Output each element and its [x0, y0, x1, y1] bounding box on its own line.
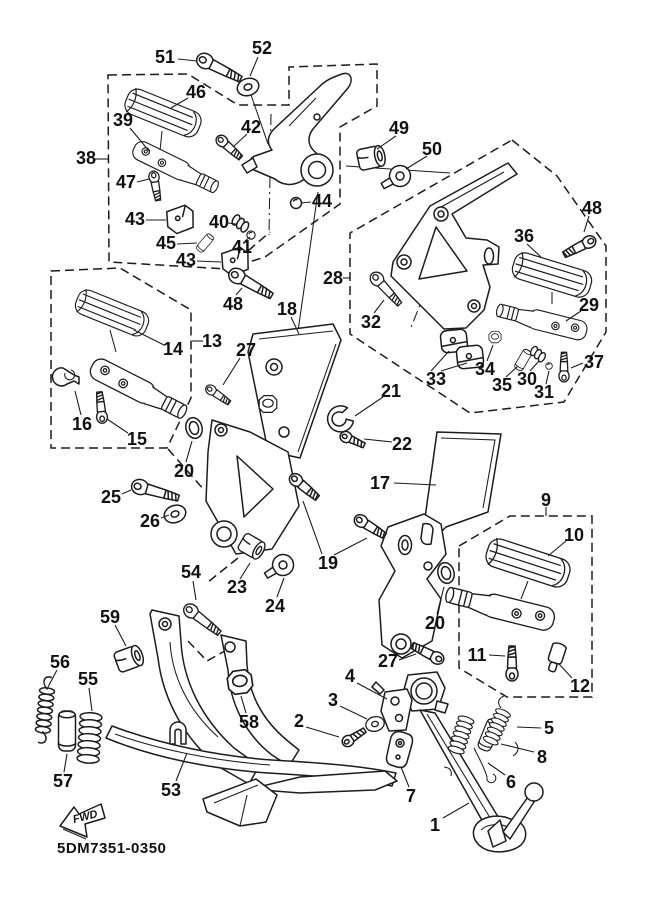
leader-line-54: [193, 581, 196, 600]
part-callout-6: 6: [505, 772, 517, 792]
part-callout-50: 50: [421, 139, 443, 159]
footrest-arm-39: [130, 139, 221, 197]
leader-line-33: [431, 351, 449, 371]
leader-line-19: [303, 501, 322, 554]
part-callout-11: 11: [467, 645, 487, 665]
bushing-49: [356, 145, 387, 171]
pivot-bracket-right: [379, 514, 446, 658]
leader-line-6: [488, 763, 505, 775]
part-callout-43: 43: [124, 209, 146, 229]
part-callout-18: 18: [276, 299, 298, 319]
part-callout-52: 52: [251, 38, 273, 58]
leader-line-11: [489, 655, 505, 656]
footrest-arm-11: [443, 583, 556, 632]
bolt-51: [194, 50, 244, 85]
leader-line-52: [250, 57, 258, 76]
part-callout-33: 33: [425, 369, 447, 389]
leader-line-7: [401, 767, 409, 787]
leader-line-5: [517, 727, 541, 728]
side-stand-1: [403, 672, 543, 852]
part-callout-15: 15: [126, 429, 148, 449]
part-callout-29: 29: [578, 295, 600, 315]
spring-55: [77, 712, 102, 764]
part-callout-2: 2: [293, 711, 305, 731]
part-callout-20: 20: [173, 461, 195, 481]
leader-line-57: [64, 754, 67, 772]
fwd-arrow-label: FWD: [71, 808, 99, 826]
part-callout-32: 32: [360, 312, 382, 332]
part-callout-19: 19: [317, 553, 339, 573]
leader-line-1: [443, 803, 469, 818]
part-callout-58: 58: [238, 712, 260, 732]
leader-line-15: [107, 419, 128, 433]
part-callout-46: 46: [185, 82, 207, 102]
bolt-42: [214, 133, 245, 162]
part-callout-35: 35: [491, 375, 513, 395]
part-callout-44: 44: [311, 191, 333, 211]
part-callout-53: 53: [160, 780, 182, 800]
part-callout-40: 40: [208, 212, 230, 232]
leader-line-22: [364, 439, 392, 442]
part-callout-39: 39: [112, 110, 134, 130]
bolt-37: [559, 352, 569, 382]
part-callout-41: 41: [231, 237, 253, 257]
leader-line-56: [48, 670, 57, 687]
bolt-48b: [561, 233, 598, 260]
part-callout-1: 1: [429, 815, 441, 835]
bolt-27a: [204, 383, 232, 407]
part-callout-13: 13: [201, 331, 223, 351]
bolt-47: [148, 170, 163, 201]
leader-line-27: [223, 358, 240, 385]
front-footrest-left-group: [122, 50, 414, 302]
spring-30: [528, 345, 547, 363]
center-stand-group: [34, 610, 397, 826]
part-callout-27: 27: [235, 340, 257, 360]
part-callout-5: 5: [543, 718, 555, 738]
clip-21: [326, 404, 355, 433]
bolt-54: [181, 601, 224, 639]
leader-line-44: [301, 202, 311, 203]
clamp-16: [53, 368, 79, 386]
leader-line-45: [177, 243, 197, 244]
leader-line-14: [134, 330, 164, 345]
part-callout-26: 26: [139, 511, 161, 531]
part-callout-57: 57: [52, 771, 74, 791]
leader-line-20: [186, 441, 192, 462]
ball-44: [291, 198, 302, 209]
footrest-arm-29: [495, 300, 589, 341]
bolt-19b: [352, 512, 388, 541]
leader-line-24: [277, 578, 284, 597]
part-callout-51: 51: [154, 47, 176, 67]
footpeg-rubber-14: [72, 287, 151, 339]
leader-line-25: [122, 490, 131, 494]
part-callout-48: 48: [581, 198, 603, 218]
bolt-25: [130, 477, 181, 505]
part-callout-38: 38: [75, 148, 97, 168]
part-callout-10: 10: [563, 525, 585, 545]
part-callout-22: 22: [391, 434, 413, 454]
part-callout-47: 47: [115, 172, 137, 192]
leader-line-3: [340, 706, 367, 719]
front-footrest-right-group: [367, 163, 598, 382]
roller-59: [113, 644, 146, 673]
part-callout-49: 49: [388, 118, 410, 138]
part-callout-30: 30: [516, 369, 538, 389]
part-callout-14: 14: [162, 339, 184, 359]
leader-line-16: [75, 391, 81, 415]
leader-line-2: [306, 727, 339, 737]
part-callout-42: 42: [240, 117, 262, 137]
rear-footrest-right-group: [443, 536, 572, 681]
screw-22: [338, 429, 366, 450]
part-callout-43: 43: [175, 250, 197, 270]
washer-26: [162, 502, 188, 525]
leader-line-19: [334, 538, 367, 555]
side-stand-group: [340, 672, 543, 852]
part-callout-31: 31: [533, 382, 555, 402]
part-callout-24: 24: [264, 596, 286, 616]
part-callout-36: 36: [513, 226, 535, 246]
collar-45: [195, 233, 214, 254]
part-callout-56: 56: [49, 652, 71, 672]
part-callout-27: 27: [377, 651, 399, 671]
part-callout-25: 25: [100, 487, 122, 507]
part-callout-12: 12: [569, 676, 591, 696]
nut-34: [489, 331, 501, 343]
diagram-code: 5DM7351-0350: [57, 840, 167, 857]
bolt-15: [94, 391, 108, 423]
oring-20a: [184, 416, 205, 440]
part-callout-16: 16: [71, 414, 93, 434]
leader-line-21: [355, 397, 383, 416]
part-callout-37: 37: [583, 352, 605, 372]
part-callout-45: 45: [155, 233, 177, 253]
leader-line-48: [584, 216, 589, 232]
ball-31: [546, 363, 553, 370]
part-callout-28: 28: [322, 268, 344, 288]
spring-56: [34, 676, 56, 744]
part-callout-23: 23: [226, 577, 248, 597]
part-callout-34: 34: [474, 359, 496, 379]
leader-line-37: [571, 363, 583, 368]
leader-line-43: [197, 261, 221, 262]
part-callout-20: 20: [424, 613, 446, 633]
main-bracket-28: [391, 163, 517, 329]
part-callout-59: 59: [99, 607, 121, 627]
leader-line-55: [89, 688, 92, 711]
part-callout-9: 9: [540, 490, 552, 510]
leader-line-47: [137, 179, 149, 182]
part-callout-54: 54: [180, 562, 202, 582]
fwd-arrow: [60, 804, 105, 839]
plate-7: [387, 732, 413, 768]
part-callout-21: 21: [380, 381, 402, 401]
bracket-plate-43a: [165, 204, 195, 234]
part-callout-55: 55: [77, 669, 99, 689]
collar-57: [59, 711, 76, 751]
washer-3: [364, 715, 386, 734]
part-callout-48: 48: [222, 294, 244, 314]
screw-24: [260, 551, 297, 585]
part-callout-17: 17: [369, 473, 391, 493]
part-callout-4: 4: [344, 666, 356, 686]
part-callout-3: 3: [327, 690, 339, 710]
part-callout-7: 7: [405, 786, 417, 806]
leader-line-51: [178, 59, 197, 61]
bolt-11: [506, 646, 518, 681]
leader-line-59: [115, 625, 126, 646]
part-callout-8: 8: [536, 747, 548, 767]
bolt-2: [340, 725, 368, 748]
